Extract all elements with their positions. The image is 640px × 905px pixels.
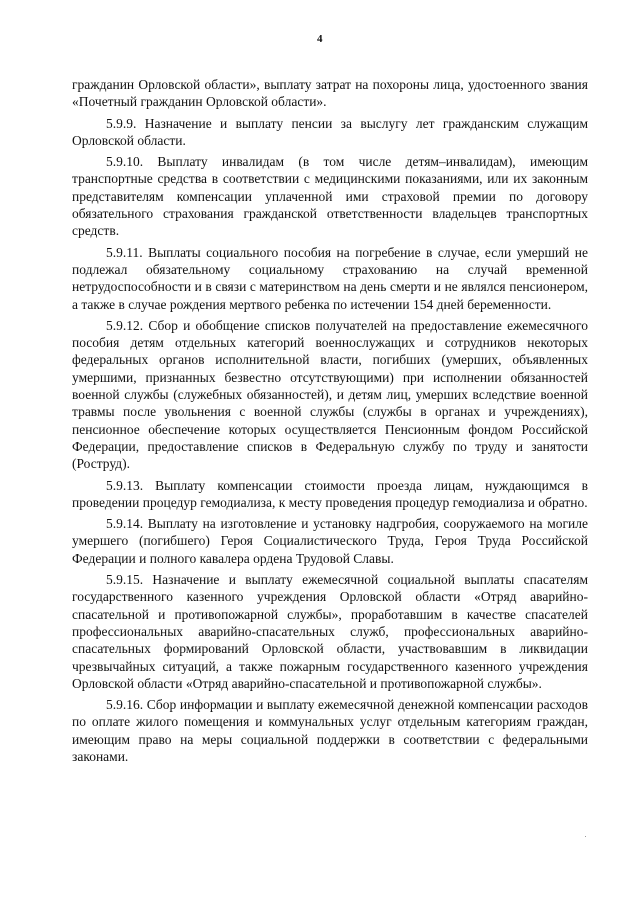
- paragraph-5-9-9: 5.9.9. Назначение и выплату пенсии за выслугу лет гражданским служащим Орловской области.: [72, 115, 588, 148]
- paragraph-5-9-10: 5.9.10. Выплату инвалидам (в том числе детям–инвалидам), имеющим транспортные средства в соответствии с медицинскими показаниями, или их законным представителям компенсации уплаченной ими страховой премии по договору обязательного страхования гражданской ответственности владельцев транспортных средств.: [72, 154, 588, 239]
- paragraph-5-9-14: 5.9.14. Выплату на изготовление и установку надгробия, сооружаемого на могиле умершего (погибшего) Героя Социалистического Труда, Героя Труда Российской Федерации и полного кавалера ордена Трудовой Славы.: [72, 516, 588, 566]
- paragraph-continuation: гражданин Орловской области», выплату затрат на похороны лица, удостоенного звания «Почетный гражданин Орловской области».: [72, 77, 588, 110]
- paragraph-5-9-11: 5.9.11. Выплаты социального пособия на погребение в случае, если умерший не подлежал обязательному социальному страхованию на случай временной нетрудоспособности и в связи с материнством на день смерти и не являлся пенсионером, а также в случае рождения мертвого ребенка по истечении 154 дней беременности.: [72, 244, 588, 312]
- paragraph-5-9-13: 5.9.13. Выплату компенсации стоимости проезда лицам, нуждающимся в проведении процедур гемодиализа, к месту проведения процедур гемодиализа и обратно.: [72, 477, 588, 510]
- document-body: [72, 76, 588, 769]
- page-number: 4: [317, 33, 323, 45]
- paragraph-5-9-16: 5.9.16. Сбор информации и выплату ежемесячной денежной компенсации расходов по оплате жилого помещения и коммунальных услуг отдельным категориям граждан, имеющим право на меры социальной поддержки в соответствии с федеральными законами.: [72, 697, 588, 764]
- paragraph-5-9-15: 5.9.15. Назначение и выплату ежемесячной социальной выплаты спасателям государственного казенного учреждения Орловской области «Отряд аварийно-спасательной и противопожарной службы», проработавшим в качестве спасателей профессиональных аварийно-спасательных служб, профессиональных аварийно-спасательных формирований Орловской области, участвовавшим в ликвидации чрезвычайных ситуаций, а также пожарным государственного казенного учреждения Орловской области «Отряд аварийно-спасательной и противопожарной службы».: [72, 572, 588, 691]
- scan-speck: [585, 836, 586, 837]
- paragraph-5-9-12: 5.9.12. Сбор и обобщение списков получателей на предоставление ежемесячного пособия детям отдельных категорий военнослужащих и сотрудников некоторых федеральных органов исполнительной власти, погибших (умерших, объявленных умершими, признанных безвестно отсутствующими) при исполнении обязанностей военной службы (служебных обязанностей), и детям лиц, умерших вследствие военной травмы после увольнения с военной службы (службы в органах и учреждениях), пенсионное обеспечение которых осуществляется Пенсионным фондом Российской Федерации, предоставление списков в Федеральную службу по труду и занятости (Роструд).: [72, 317, 588, 472]
